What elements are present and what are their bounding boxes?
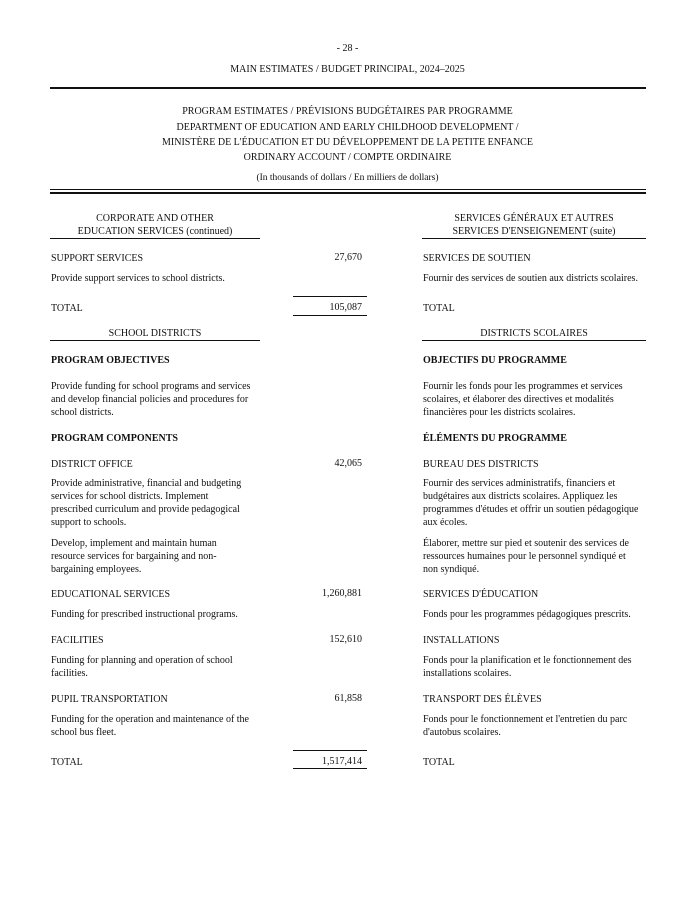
header-line-1: PROGRAM ESTIMATES / PRÉVISIONS BUDGÉTAIRES PAR PROGRAMME [182,106,513,117]
facilities-amount: 152,610 [329,634,362,645]
total-label-fr: TOTAL [423,303,455,314]
educational-services-label: EDUCATIONAL SERVICES [51,589,171,600]
district-office-description-1 [51,477,241,529]
pupil-transportation-label-fr: TRANSPORT DES ÉLÈVES [423,694,542,705]
text-line: Fonds pour le fonctionnement et l'entretien du parc [423,714,628,725]
text-line: school districts. [51,407,114,418]
text-line: installations scolaires. [423,668,512,679]
facilities-description-fr [423,654,632,680]
text-line: support to schools. [51,517,127,528]
en-section-heading-line-1: CORPORATE AND OTHER [96,213,214,224]
program-objectives-heading-fr: OBJECTIFS DU PROGRAMME [423,355,567,366]
program-objectives-heading: PROGRAM OBJECTIVES [51,355,170,366]
support-services-label-fr: SERVICES DE SOUTIEN [423,253,531,264]
fr-heading-underline [422,238,646,239]
total-underline [293,315,367,316]
header-line-3: MINISTÈRE DE L'ÉDUCATION ET DU DÉVELOPPEMENT DE LA PETITE ENFANCE [162,137,533,148]
section-total-underline [293,768,367,769]
text-line: resource services for bargaining and non- [51,551,217,562]
facilities-label-fr: INSTALLATIONS [423,635,500,646]
text-line: aux écoles. [423,517,468,528]
text-line: Fonds pour la planification et le fonctionnement des [423,655,632,666]
district-office-amount: 42,065 [334,458,362,469]
support-services-description-fr: Fournir des services de soutien aux districts scolaires. [423,273,638,284]
text-line: financières pour les districts scolaires. [423,407,576,418]
text-line: facilities. [51,668,88,679]
program-components-heading-fr: ÉLÉMENTS DU PROGRAMME [423,433,567,444]
program-objectives-text-fr [423,380,623,419]
text-line: scolaires, et élaborer des directives et modalités [423,394,614,405]
district-office-label-fr: BUREAU DES DISTRICTS [423,459,539,470]
program-components-heading: PROGRAM COMPONENTS [51,433,178,444]
educational-services-amount: 1,260,881 [322,588,362,599]
program-objectives-text [51,380,250,419]
text-line: and develop financial policies and procedures for [51,394,249,405]
pupil-transportation-label: PUPIL TRANSPORTATION [51,694,168,705]
total-label: TOTAL [51,303,83,314]
educational-services-label-fr: SERVICES D'ÉDUCATION [423,589,539,600]
double-rule-top [50,189,646,190]
facilities-description [51,654,233,680]
text-line: bargaining employees. [51,564,142,575]
page-number: - 28 - [336,43,359,54]
text-line: prescribed curriculum and provide pedagogical [51,504,240,515]
pupil-transportation-description [51,713,249,739]
text-line: d'autobus scolaires. [423,727,501,738]
support-services-description: Provide support services to school districts. [51,273,225,284]
text-line: Fournir des services administratifs, financiers et [423,478,616,489]
total-rule [293,296,367,297]
district-office-description-2 [51,537,217,576]
fr-section-heading [422,212,646,238]
district-office-label: DISTRICT OFFICE [51,459,133,470]
text-line: non syndiqué. [423,564,480,575]
educational-services-description: Funding for prescribed instructional programs. [51,609,238,620]
fr-section-heading-line-2: SERVICES D'ENSEIGNEMENT (suite) [452,226,616,237]
text-line: Funding for the operation and maintenance of the [51,714,249,725]
support-services-label: SUPPORT SERVICES [51,253,144,264]
school-districts-underline [50,340,260,341]
school-districts-heading: SCHOOL DISTRICTS [108,328,202,339]
educational-services-description-fr: Fonds pour les programmes pédagogiques prescrits. [423,609,631,620]
en-section-heading-line-2: EDUCATION SERVICES (continued) [77,226,233,237]
district-office-description-1-fr [423,477,638,529]
districts-scolaires-underline [422,340,646,341]
fr-section-heading-line-1: SERVICES GÉNÉRAUX ET AUTRES [454,213,614,224]
text-line: services for school districts. Implement [51,491,209,502]
double-rule-bottom [50,192,646,194]
running-title: MAIN ESTIMATES / BUDGET PRINCIPAL, 2024–2025 [230,64,465,75]
text-line: Funding for planning and operation of school [51,655,233,666]
header-rule [50,87,646,89]
text-line: budgétaires aux districts scolaires. Appliquez les [423,491,618,502]
text-line: programmes d'études et offrir un soutien pédagogique [423,504,639,515]
pupil-transportation-amount: 61,858 [334,693,362,704]
total-amount: 105,087 [329,302,362,313]
text-line: Fournir les fonds pour les programmes et services [423,381,623,392]
section-total-label-fr: TOTAL [423,757,455,768]
text-line: Develop, implement and maintain human [51,538,217,549]
district-office-description-2-fr [423,537,629,576]
en-heading-underline [50,238,260,239]
section-total-amount: 1,517,414 [322,756,362,767]
text-line: school bus fleet. [51,727,117,738]
section-total-rule [293,750,367,751]
en-section-heading [50,212,260,238]
section-total-label: TOTAL [51,757,83,768]
support-services-amount: 27,670 [334,252,362,263]
pupil-transportation-description-fr [423,713,627,739]
text-line: Provide funding for school programs and services [51,381,251,392]
header-line-4: ORDINARY ACCOUNT / COMPTE ORDINAIRE [243,152,452,163]
units-note: (In thousands of dollars / En milliers de dollars) [256,173,439,183]
text-line: ressources humaines pour le personnel syndiqué et [423,551,626,562]
facilities-label: FACILITIES [51,635,104,646]
text-line: Provide administrative, financial and budgeting [51,478,242,489]
header-line-2: DEPARTMENT OF EDUCATION AND EARLY CHILDHOOD DEVELOPMENT / [176,122,519,133]
text-line: Élaborer, mettre sur pied et soutenir des services de [423,538,629,549]
districts-scolaires-heading: DISTRICTS SCOLAIRES [480,328,588,339]
